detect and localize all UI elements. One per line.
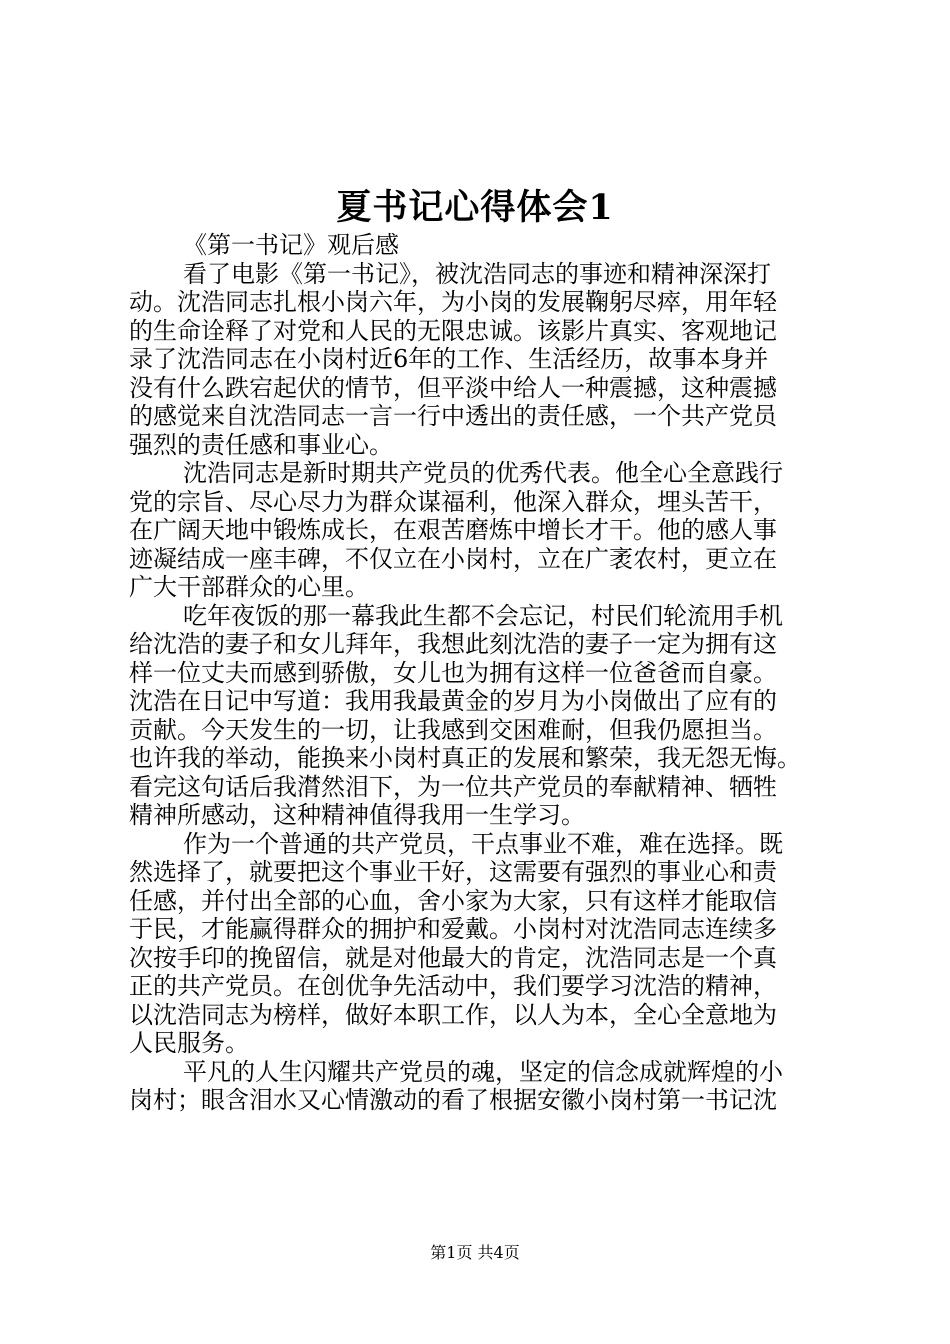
paragraph-line: 次按手印的挽留信，就是对他最大的肯定，沈浩同志是一个真 bbox=[129, 943, 777, 972]
paragraph-line: 以沈浩同志为榜样，做好本职工作，以人为本，全心全意地为 bbox=[129, 1000, 777, 1029]
page-footer: 第1页 共4页 bbox=[430, 1243, 520, 1262]
paragraph-line: 作为一个普通的共产党员，干点事业不难，难在选择。既 bbox=[183, 829, 783, 858]
paragraph-line: 党的宗旨、尽心尽力为群众谋福利，他深入群众，埋头苦干， bbox=[129, 487, 777, 516]
paragraph-line: 沈浩同志是新时期共产党员的优秀代表。他全心全意践行 bbox=[183, 459, 783, 487]
paragraph-line: 岗村；眼含泪水又心情激动的看了根据安徽小岗村第一书记沈 bbox=[129, 1086, 777, 1114]
paragraph-line: 强烈的责任感和事业心。 bbox=[129, 430, 393, 459]
paragraph-line: 的感觉来自沈浩同志一言一行中透出的责任感，一个共产党员 bbox=[129, 402, 777, 430]
paragraph-line: 动。沈浩同志扎根小岗六年，为小岗的发展鞠躬尽瘁，用年轻 bbox=[129, 288, 777, 316]
paragraph-line: 录了沈浩同志在小岗村近6年的工作、生活经历，故事本身并 bbox=[129, 345, 769, 373]
paragraph-line: 给沈浩的妻子和女儿拜年，我想此刻沈浩的妻子一定为拥有这 bbox=[129, 630, 777, 658]
paragraph-line: 精神所感动，这种精神值得我用一生学习。 bbox=[129, 801, 585, 829]
paragraph-line: 人民服务。 bbox=[129, 1029, 249, 1057]
subtitle-line: 《第一书记》观后感 bbox=[183, 231, 399, 259]
paragraph-line: 吃年夜饭的那一幕我此生都不会忘记，村民们轮流用手机 bbox=[183, 601, 783, 630]
paragraph-line: 样一位丈夫而感到骄傲，女儿也为拥有这样一位爸爸而自豪。 bbox=[129, 658, 777, 687]
paragraph-line: 任感，并付出全部的心血，舍小家为大家，只有这样才能取信 bbox=[129, 886, 777, 915]
paragraph-line: 看完这句话后我潸然泪下，为一位共产党员的奉献精神、牺牲 bbox=[129, 772, 777, 801]
paragraph-line: 也许我的举动，能换来小岗村真正的发展和繁荣，我无怨无悔。 bbox=[129, 744, 801, 772]
paragraph-line: 正的共产党员。在创优争先活动中，我们要学习沈浩的精神， bbox=[129, 972, 777, 1000]
paragraph-line: 然选择了，就要把这个事业干好，这需要有强烈的事业心和责 bbox=[129, 858, 777, 886]
paragraph-line: 平凡的人生闪耀共产党员的魂，坚定的信念成就辉煌的小 bbox=[183, 1057, 783, 1086]
paragraph-line: 没有什么跌宕起伏的情节，但平淡中给人一种震撼，这种震撼 bbox=[129, 373, 777, 402]
paragraph-line: 迹凝结成一座丰碑，不仅立在小岗村，立在广袤农村，更立在 bbox=[129, 544, 777, 573]
page-title: 夏书记心得体会1 bbox=[336, 187, 614, 228]
paragraph-line: 于民，才能赢得群众的拥护和爱戴。小岗村对沈浩同志连续多 bbox=[129, 915, 777, 943]
paragraph-line: 的生命诠释了对党和人民的无限忠诚。该影片真实、客观地记 bbox=[129, 316, 777, 345]
paragraph-line: 在广阔天地中锻炼成长，在艰苦磨炼中增长才干。他的感人事 bbox=[129, 516, 777, 544]
paragraph-line: 贡献。今天发生的一切，让我感到交困难耐，但我仍愿担当。 bbox=[129, 715, 777, 744]
paragraph-line: 广大干部群众的心里。 bbox=[129, 573, 369, 601]
paragraph-line: 看了电影《第一书记》，被沈浩同志的事迹和精神深深打 bbox=[183, 259, 771, 288]
document-body bbox=[129, 231, 829, 1115]
paragraph-line: 沈浩在日记中写道：我用我最黄金的岁月为小岗做出了应有的 bbox=[129, 687, 777, 715]
